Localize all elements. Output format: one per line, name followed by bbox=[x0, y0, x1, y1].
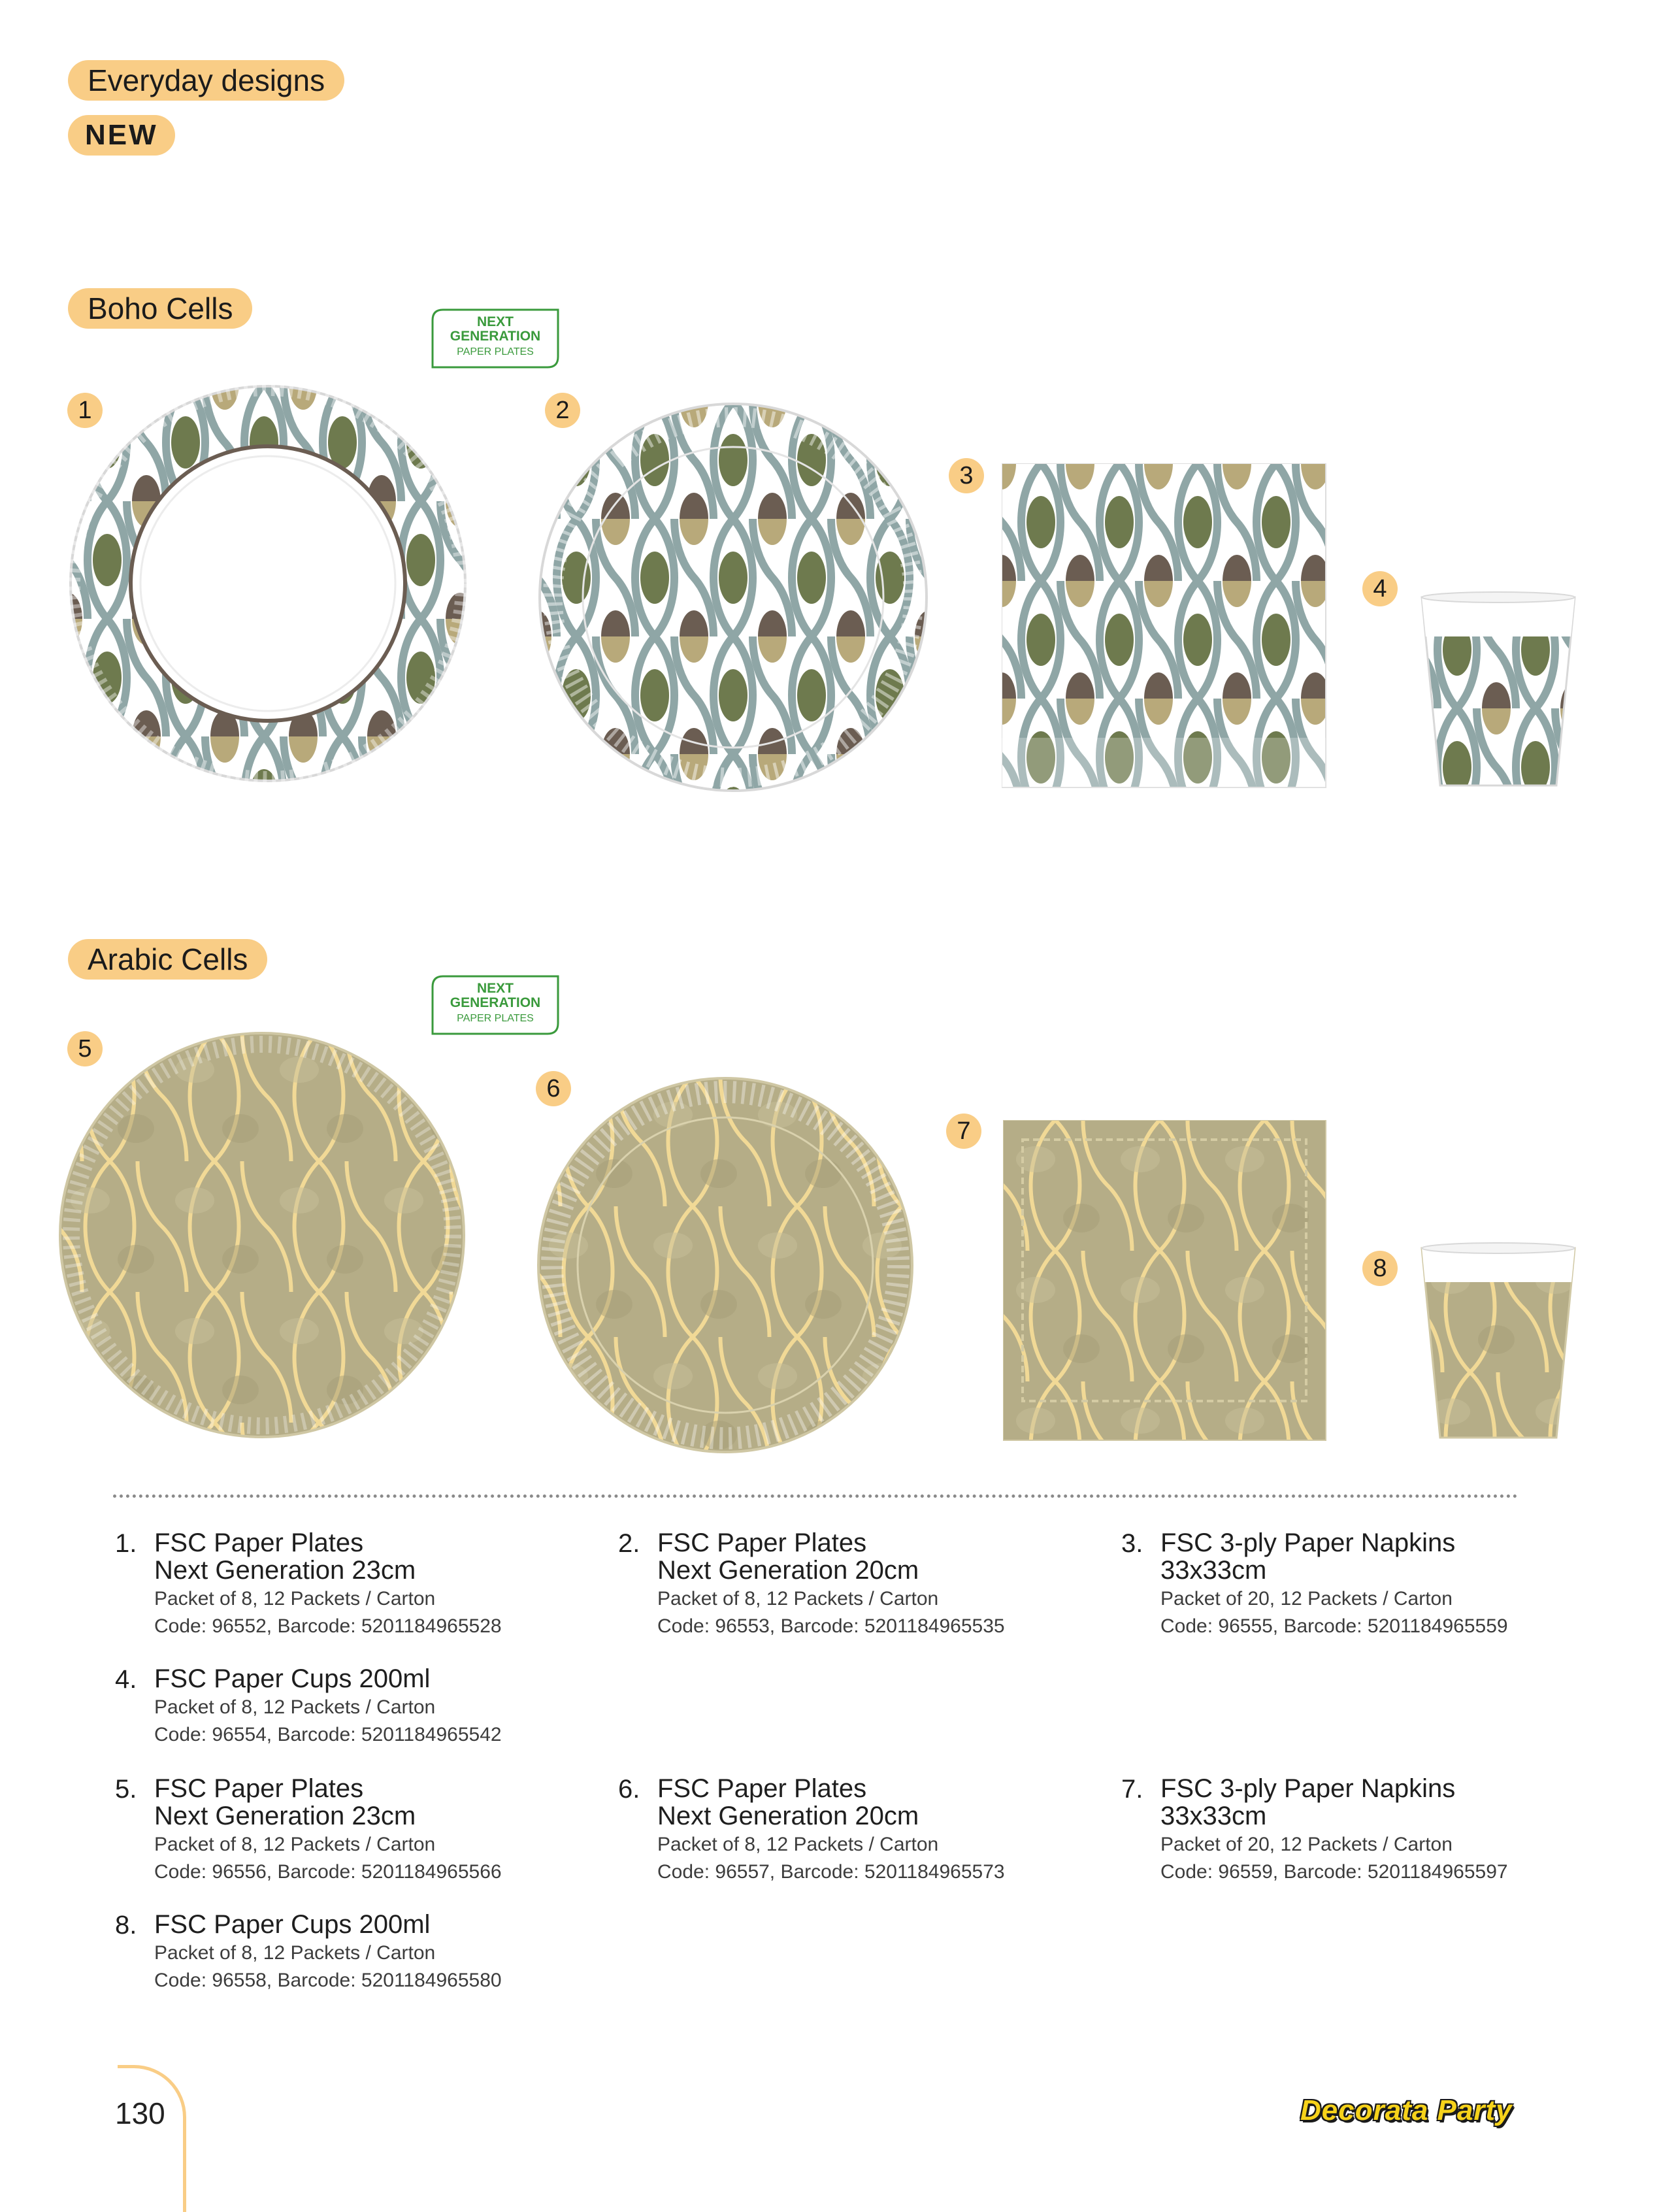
brand-logo: Decorata Party bbox=[1300, 2094, 1513, 2126]
product-title-line1: FSC 3-ply Paper Napkins bbox=[1160, 1528, 1456, 1557]
new-badge bbox=[68, 115, 175, 156]
product-code: Code: 96555, Barcode: 5201184965559 bbox=[1160, 1615, 1508, 1637]
product-title-line2: Next Generation 23cm bbox=[154, 1556, 416, 1585]
product-title-line1: FSC Paper Cups 200ml bbox=[154, 1664, 431, 1693]
item-number-7: 7 bbox=[946, 1114, 981, 1149]
product-code: Code: 96559, Barcode: 5201184965597 bbox=[1160, 1861, 1508, 1883]
badge-line-1: NEXT bbox=[476, 981, 514, 996]
badge-line-2: GENERATION bbox=[450, 329, 541, 344]
product-packing: Packet of 8, 12 Packets / Carton bbox=[154, 1834, 436, 1855]
product-packing: Packet of 20, 12 Packets / Carton bbox=[1160, 1588, 1453, 1609]
category-pill bbox=[68, 60, 344, 101]
product-number: 3. bbox=[1121, 1529, 1143, 1558]
product-item bbox=[115, 1665, 599, 1757]
arabic-plate-20cm-image bbox=[536, 1076, 915, 1455]
product-item bbox=[1121, 1529, 1605, 1647]
product-title-line2: Next Generation 23cm bbox=[154, 1802, 416, 1830]
product-title-line2: 33x33cm bbox=[1160, 1556, 1267, 1585]
product-code: Code: 96557, Barcode: 5201184965573 bbox=[657, 1861, 1005, 1883]
category-label: Everyday designs bbox=[88, 63, 325, 97]
product-number: 4. bbox=[115, 1665, 137, 1694]
boho-cup-image bbox=[1418, 591, 1579, 789]
dotted-divider bbox=[113, 1494, 1518, 1498]
arabic-napkin-image bbox=[1003, 1120, 1327, 1442]
arabic-plate-23cm-image bbox=[57, 1031, 467, 1440]
section-title-label: Arabic Cells bbox=[88, 942, 248, 976]
product-title-line1: FSC 3-ply Paper Napkins bbox=[1160, 1774, 1456, 1803]
product-number: 1. bbox=[115, 1529, 137, 1558]
section-title-boho bbox=[68, 288, 252, 329]
product-item bbox=[115, 1775, 599, 1892]
product-title-line1: FSC Paper Plates bbox=[154, 1774, 364, 1803]
product-title-line2: Next Generation 20cm bbox=[657, 1556, 919, 1585]
item-number-1: 1 bbox=[67, 393, 103, 428]
badge-line-3: PAPER PLATES bbox=[457, 1013, 534, 1024]
product-number: 7. bbox=[1121, 1775, 1143, 1804]
product-code: Code: 96558, Barcode: 5201184965580 bbox=[154, 1970, 502, 1991]
badge-line-3: PAPER PLATES bbox=[457, 346, 534, 357]
product-code: Code: 96553, Barcode: 5201184965535 bbox=[657, 1615, 1005, 1637]
section-title-arabic bbox=[68, 939, 267, 980]
product-packing: Packet of 8, 12 Packets / Carton bbox=[154, 1942, 436, 1964]
product-item bbox=[1121, 1775, 1605, 1892]
item-number-8: 8 bbox=[1362, 1251, 1398, 1286]
item-number-4: 4 bbox=[1362, 571, 1398, 606]
product-packing: Packet of 8, 12 Packets / Carton bbox=[657, 1588, 939, 1609]
section-title-label: Boho Cells bbox=[88, 291, 233, 325]
item-number-6: 6 bbox=[536, 1071, 571, 1106]
product-code: Code: 96552, Barcode: 5201184965528 bbox=[154, 1615, 502, 1637]
product-title-line1: FSC Paper Cups 200ml bbox=[154, 1910, 431, 1939]
product-code: Code: 96556, Barcode: 5201184965566 bbox=[154, 1861, 502, 1883]
product-packing: Packet of 8, 12 Packets / Carton bbox=[154, 1588, 436, 1609]
product-code: Code: 96554, Barcode: 5201184965542 bbox=[154, 1724, 502, 1745]
boho-napkin-image bbox=[1002, 463, 1328, 790]
product-title-line1: FSC Paper Plates bbox=[657, 1774, 867, 1803]
product-number: 2. bbox=[618, 1529, 640, 1558]
product-item bbox=[115, 1911, 599, 2002]
product-number: 6. bbox=[618, 1775, 640, 1804]
product-number: 5. bbox=[115, 1775, 137, 1804]
product-item bbox=[618, 1529, 1102, 1647]
product-item bbox=[618, 1775, 1102, 1892]
product-title-line2: Next Generation 20cm bbox=[657, 1802, 919, 1830]
boho-plate-23cm-image bbox=[68, 384, 468, 784]
item-number-2: 2 bbox=[545, 393, 580, 428]
product-packing: Packet of 8, 12 Packets / Carton bbox=[657, 1834, 939, 1855]
product-title-line1: FSC Paper Plates bbox=[657, 1528, 867, 1557]
new-label: NEW bbox=[85, 119, 158, 151]
page-number: 130 bbox=[115, 2096, 165, 2130]
product-title-line1: FSC Paper Plates bbox=[154, 1528, 364, 1557]
product-packing: Packet of 20, 12 Packets / Carton bbox=[1160, 1834, 1453, 1855]
badge-line-1: NEXT bbox=[476, 314, 514, 329]
next-generation-badge bbox=[430, 307, 561, 370]
product-number: 8. bbox=[115, 1911, 137, 1940]
page-corner-decoration bbox=[118, 2065, 186, 2212]
product-packing: Packet of 8, 12 Packets / Carton bbox=[154, 1696, 436, 1718]
item-number-5: 5 bbox=[67, 1031, 103, 1066]
product-item bbox=[115, 1529, 599, 1647]
badge-line-2: GENERATION bbox=[450, 995, 541, 1010]
product-title-line2: 33x33cm bbox=[1160, 1802, 1267, 1830]
boho-plate-20cm-image bbox=[537, 401, 929, 793]
next-generation-badge bbox=[430, 974, 561, 1036]
arabic-cup-image bbox=[1418, 1242, 1579, 1442]
item-number-3: 3 bbox=[949, 458, 984, 493]
